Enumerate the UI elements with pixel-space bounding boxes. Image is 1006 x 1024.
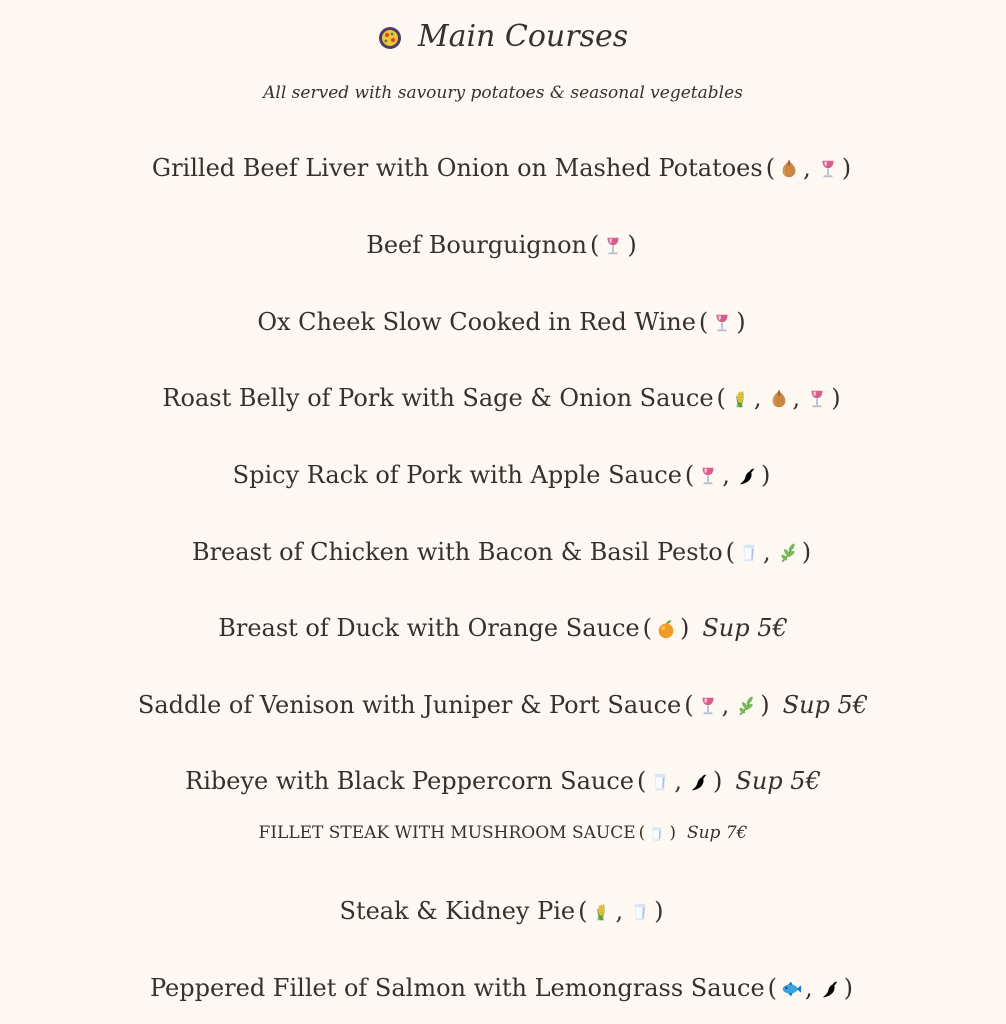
wine-glass-icon xyxy=(806,388,828,410)
milk-glass-icon xyxy=(649,771,671,793)
allergen-list xyxy=(711,311,733,333)
menu-item xyxy=(0,302,1006,342)
menu-item-name: Steak & Kidney Pie xyxy=(339,897,576,925)
menu-item xyxy=(0,608,1006,648)
allergen-separator: , xyxy=(763,538,771,566)
herb-icon xyxy=(735,695,757,717)
chili-pepper-icon xyxy=(688,771,710,793)
menu-item-name: Ribeye with Black Peppercorn Sauce xyxy=(185,767,635,795)
menu-item xyxy=(0,968,1006,1008)
allergen-list xyxy=(778,148,839,188)
allergen-open-parenthesis: ( xyxy=(684,461,695,489)
menu-item xyxy=(0,685,1006,725)
menu-item xyxy=(0,378,1006,418)
chili-pepper-icon xyxy=(819,978,841,1000)
supplement-price: Sup 5€ xyxy=(782,691,869,719)
allergen-open-parenthesis: ( xyxy=(638,823,646,843)
chili-pepper-icon xyxy=(736,465,758,487)
milk-glass-icon xyxy=(629,901,651,923)
allergen-list xyxy=(602,234,624,256)
allergen-close-parenthesis: ) xyxy=(760,691,770,719)
allergen-separator: , xyxy=(805,974,813,1002)
corn-icon xyxy=(590,901,612,923)
menu-item xyxy=(0,148,1006,188)
supplement-price: Sup 7€ xyxy=(686,823,748,843)
menu-item-name: Breast of Chicken with Bacon & Basil Pesto xyxy=(191,538,723,566)
allergen-open-parenthesis: ( xyxy=(642,614,652,642)
allergen-separator: , xyxy=(615,897,624,925)
fish-icon xyxy=(780,978,802,1000)
allergen-close-parenthesis: ) xyxy=(831,384,841,412)
allergen-open-parenthesis: ( xyxy=(578,897,588,925)
allergen-separator: , xyxy=(721,691,730,719)
allergen-list xyxy=(648,824,666,842)
menu-item-name: Roast Belly of Pork with Sage & Onion Sauce xyxy=(162,384,714,412)
allergen-close-parenthesis: ) xyxy=(654,897,664,925)
supplement-price: Sup 5€ xyxy=(735,767,821,795)
menu-item-name: Ox Cheek Slow Cooked in Red Wine xyxy=(257,308,696,336)
menu-item-name: Spicy Rack of Pork with Apple Sauce xyxy=(232,461,682,489)
milk-glass-icon xyxy=(738,542,760,564)
page-title: Main Courses xyxy=(417,19,629,54)
milk-glass-icon xyxy=(648,825,666,843)
allergen-list xyxy=(697,455,758,495)
wine-glass-icon xyxy=(711,312,733,334)
allergen-open-parenthesis: ( xyxy=(765,154,776,182)
allergen-separator: , xyxy=(753,384,762,412)
supplement-price: Sup 5€ xyxy=(702,614,788,642)
menu-item xyxy=(0,455,1006,495)
allergen-separator: , xyxy=(792,384,801,412)
allergen-close-parenthesis: ) xyxy=(736,308,746,336)
allergen-close-parenthesis: ) xyxy=(801,538,812,566)
allergen-close-parenthesis: ) xyxy=(679,614,690,642)
menu-item xyxy=(0,532,1006,572)
menu-item-name: Grilled Beef Liver with Onion on Mashed Potatoes xyxy=(151,154,763,182)
allergen-close-parenthesis: ) xyxy=(760,461,771,489)
onion-icon xyxy=(768,388,790,410)
menu-item xyxy=(0,761,1006,801)
menu-item-name: FILLET STEAK WITH MUSHROOM SAUCE xyxy=(258,823,636,843)
orange-icon xyxy=(655,618,677,640)
corn-icon xyxy=(729,388,751,410)
allergen-open-parenthesis: ( xyxy=(767,974,778,1002)
menu-item xyxy=(0,225,1006,265)
allergen-list xyxy=(738,532,799,572)
allergen-open-parenthesis: ( xyxy=(637,767,647,795)
paella-pan-icon xyxy=(378,26,402,50)
allergen-separator: , xyxy=(722,461,730,489)
allergen-close-parenthesis: ) xyxy=(843,974,854,1002)
wine-glass-icon xyxy=(602,235,624,257)
onion-icon xyxy=(778,158,800,180)
allergen-list xyxy=(780,968,841,1008)
wine-glass-icon xyxy=(817,158,839,180)
menu-item-name: Peppered Fillet of Salmon with Lemongrass Sauce xyxy=(149,974,765,1002)
menu-title-row xyxy=(0,15,1006,59)
menu-item xyxy=(0,891,1006,931)
allergen-close-parenthesis: ) xyxy=(627,231,637,259)
allergen-list xyxy=(729,378,828,418)
allergen-open-parenthesis: ( xyxy=(684,691,694,719)
allergen-list xyxy=(590,891,651,931)
wine-glass-icon xyxy=(697,695,719,717)
allergen-list xyxy=(655,617,677,639)
allergen-open-parenthesis: ( xyxy=(698,308,709,336)
allergen-list xyxy=(697,685,758,725)
menu-item-name: Saddle of Venison with Juniper & Port Sauce xyxy=(137,691,682,719)
allergen-separator: , xyxy=(803,154,811,182)
allergen-close-parenthesis: ) xyxy=(669,823,676,843)
menu-item xyxy=(0,819,1006,847)
allergen-open-parenthesis: ( xyxy=(590,231,600,259)
allergen-open-parenthesis: ( xyxy=(716,384,726,412)
wine-glass-icon xyxy=(697,465,719,487)
allergen-open-parenthesis: ( xyxy=(725,538,736,566)
menu-item-name: Breast of Duck with Orange Sauce xyxy=(218,614,640,642)
allergen-separator: , xyxy=(674,767,683,795)
allergen-close-parenthesis: ) xyxy=(713,767,723,795)
menu-subtitle: All served with savoury potatoes & seasonal vegetables xyxy=(263,83,743,103)
allergen-list xyxy=(649,761,710,801)
herb-icon xyxy=(777,542,799,564)
allergen-close-parenthesis: ) xyxy=(841,154,852,182)
menu-item-name: Beef Bourguignon xyxy=(366,231,588,259)
